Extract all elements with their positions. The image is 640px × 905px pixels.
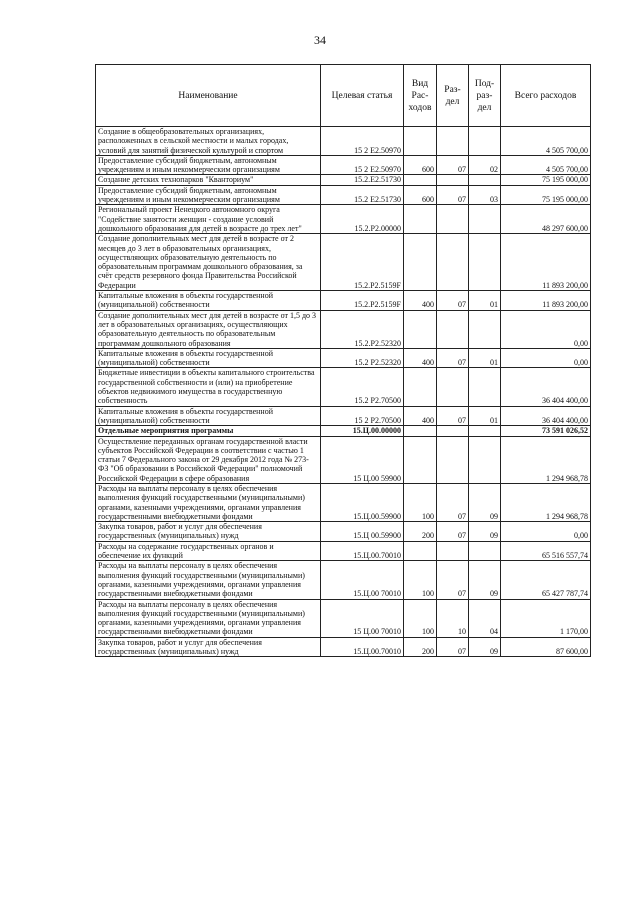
cell-target-article: 15.Ц.00.59900 — [321, 483, 404, 521]
cell-total: 0,00 — [501, 310, 591, 348]
cell-total: 75 195 000,00 — [501, 185, 591, 205]
cell-expense-type — [404, 426, 437, 436]
cell-expense-type: 100 — [404, 483, 437, 521]
cell-name: Закупка товаров, работ и услуг для обеспечения государственных (муниципальных) нужд — [96, 522, 321, 542]
cell-target-article: 15.2.P2.00000 — [321, 205, 404, 234]
cell-subsection — [469, 368, 501, 406]
table-row — [96, 561, 591, 599]
header-name: Наименование — [96, 65, 321, 127]
header-total: Всего расходов — [501, 65, 591, 127]
cell-section: 07 — [437, 348, 469, 368]
cell-subsection: 09 — [469, 637, 501, 657]
cell-section: 07 — [437, 561, 469, 599]
cell-subsection — [469, 127, 501, 156]
table-row — [96, 426, 591, 436]
cell-section: 07 — [437, 185, 469, 205]
cell-target-article: 15.2.E2.51730 — [321, 175, 404, 185]
cell-total: 73 591 026,52 — [501, 426, 591, 436]
cell-target-article: 15.2.P2.5159F — [321, 291, 404, 311]
cell-target-article: 15.Ц.00.70010 — [321, 541, 404, 561]
cell-name: Бюджетные инвестиции в объекты капитального строительства государственной собственности и (или) на приобретение объектов недвижимого имущества в государственную собственность — [96, 368, 321, 406]
cell-expense-type — [404, 368, 437, 406]
cell-section: 07 — [437, 406, 469, 426]
table-row — [96, 127, 591, 156]
cell-section — [437, 175, 469, 185]
cell-section: 07 — [437, 291, 469, 311]
cell-target-article: 15.2 P2.52320 — [321, 348, 404, 368]
cell-expense-type: 400 — [404, 291, 437, 311]
cell-section: 07 — [437, 155, 469, 175]
cell-name: Создание в общеобразовательных организациях, расположенных в сельской местности и малых городах, условий для занятий физической культурой и спортом — [96, 127, 321, 156]
cell-total: 1 170,00 — [501, 599, 591, 637]
cell-subsection: 09 — [469, 522, 501, 542]
table-row — [96, 599, 591, 637]
cell-subsection: 04 — [469, 599, 501, 637]
cell-name: Закупка товаров, работ и услуг для обеспечения государственных (муниципальных) нужд — [96, 637, 321, 657]
cell-target-article: 15 Ц.00 70010 — [321, 599, 404, 637]
cell-total: 0,00 — [501, 348, 591, 368]
header-expense-type: Вид Рас-ходов — [404, 65, 437, 127]
cell-section: 10 — [437, 599, 469, 637]
cell-total: 11 893 200,00 — [501, 291, 591, 311]
cell-expense-type — [404, 127, 437, 156]
cell-expense-type: 600 — [404, 185, 437, 205]
cell-total: 4 505 700,00 — [501, 127, 591, 156]
cell-expense-type — [404, 310, 437, 348]
cell-target-article: 15.2.P2.5159F — [321, 234, 404, 291]
cell-name: Капитальные вложения в объекты государственной (муниципальной) собственности — [96, 348, 321, 368]
cell-target-article: 15.Ц 00.59900 — [321, 522, 404, 542]
cell-expense-type: 400 — [404, 406, 437, 426]
cell-target-article: 15 2 P2.70500 — [321, 406, 404, 426]
cell-total: 87 600,00 — [501, 637, 591, 657]
cell-total: 36 404 400,00 — [501, 406, 591, 426]
table-row — [96, 637, 591, 657]
table-row — [96, 155, 591, 175]
cell-subsection: 01 — [469, 291, 501, 311]
header-subsection: Под-раз-дел — [469, 65, 501, 127]
table-row — [96, 541, 591, 561]
cell-expense-type: 600 — [404, 155, 437, 175]
cell-name: Отдельные мероприятия программы — [96, 426, 321, 436]
cell-subsection — [469, 175, 501, 185]
cell-subsection — [469, 426, 501, 436]
cell-target-article: 15.2.P2.52320 — [321, 310, 404, 348]
cell-total: 1 294 968,78 — [501, 483, 591, 521]
budget-table — [95, 64, 591, 657]
cell-subsection — [469, 541, 501, 561]
cell-expense-type: 100 — [404, 561, 437, 599]
cell-expense-type — [404, 205, 437, 234]
cell-subsection: 09 — [469, 561, 501, 599]
cell-section: 07 — [437, 522, 469, 542]
cell-total: 65 516 557,74 — [501, 541, 591, 561]
table-row — [96, 310, 591, 348]
cell-total: 36 404 400,00 — [501, 368, 591, 406]
cell-expense-type — [404, 234, 437, 291]
cell-name: Осуществление переданных органам государственной власти субъектов Российской Федерации в соответствии с частью 1 статьи 7 Федерального закона от 29 декабря 2012 года № 273-ФЗ "Об образовании в Российской Федерации" полномочий Российской Федерации в сфере образования — [96, 436, 321, 483]
header-target-article: Целевая статья — [321, 65, 404, 127]
cell-target-article: 15 Ц.00 59900 — [321, 436, 404, 483]
cell-subsection: 01 — [469, 406, 501, 426]
cell-target-article: 15.Ц.00 70010 — [321, 561, 404, 599]
cell-expense-type: 100 — [404, 599, 437, 637]
cell-subsection: 09 — [469, 483, 501, 521]
table-row — [96, 522, 591, 542]
cell-total: 48 297 600,00 — [501, 205, 591, 234]
table-row — [96, 348, 591, 368]
cell-section: 07 — [437, 483, 469, 521]
cell-section — [437, 205, 469, 234]
cell-subsection — [469, 436, 501, 483]
cell-section — [437, 541, 469, 561]
cell-total: 65 427 787,74 — [501, 561, 591, 599]
cell-section — [437, 436, 469, 483]
cell-name: Капитальные вложения в объекты государственной (муниципальной) собственности — [96, 291, 321, 311]
cell-section — [437, 127, 469, 156]
cell-name: Предоставление субсидий бюджетным, автономным учреждениям и иным некоммерческим организациям — [96, 155, 321, 175]
cell-section — [437, 368, 469, 406]
cell-expense-type — [404, 436, 437, 483]
cell-name: Предоставление субсидий бюджетным, автономным учреждениям и иным некоммерческим организациям — [96, 185, 321, 205]
cell-section — [437, 234, 469, 291]
cell-subsection — [469, 205, 501, 234]
table-row — [96, 175, 591, 185]
table-body — [96, 127, 591, 657]
cell-total: 4 505 700,00 — [501, 155, 591, 175]
cell-expense-type: 200 — [404, 522, 437, 542]
cell-section — [437, 310, 469, 348]
cell-total: 0,00 — [501, 522, 591, 542]
cell-target-article: 15.Ц.00.70010 — [321, 637, 404, 657]
cell-total: 11 893 200,00 — [501, 234, 591, 291]
cell-subsection: 01 — [469, 348, 501, 368]
table-row — [96, 234, 591, 291]
cell-target-article: 15 2 E2.50970 — [321, 127, 404, 156]
cell-target-article: 15.2 P2.70500 — [321, 368, 404, 406]
table-row — [96, 291, 591, 311]
cell-target-article: 15.2 E2.51730 — [321, 185, 404, 205]
table-row — [96, 205, 591, 234]
cell-expense-type: 200 — [404, 637, 437, 657]
cell-name: Расходы на выплаты персоналу в целях обеспечения выполнения функций государственными (муниципальными) органами, казенными учреждениями, органами управления государственными внебюджетными фондами — [96, 483, 321, 521]
cell-name: Расходы на выплаты персоналу в целях обеспечения выполнения функций государственными (муниципальными) органами, казенными учреждениями, органами управления государственными внебюджетными фондами — [96, 561, 321, 599]
cell-subsection: 02 — [469, 155, 501, 175]
cell-target-article: 15 2 E2.50970 — [321, 155, 404, 175]
cell-subsection: 03 — [469, 185, 501, 205]
cell-name: Региональный проект Ненецкого автономного округа "Содействие занятости женщин - создание условий дошкольного образования для детей в возрасте до трех лет" — [96, 205, 321, 234]
header-section: Раз-дел — [437, 65, 469, 127]
cell-name: Создание детских технопарков "Кванториум" — [96, 175, 321, 185]
cell-subsection — [469, 234, 501, 291]
cell-section — [437, 426, 469, 436]
table-row — [96, 483, 591, 521]
table-row — [96, 406, 591, 426]
cell-subsection — [469, 310, 501, 348]
cell-total: 75 195 000,00 — [501, 175, 591, 185]
cell-expense-type — [404, 175, 437, 185]
table-row — [96, 436, 591, 483]
cell-target-article: 15.Ц.00.00000 — [321, 426, 404, 436]
cell-section: 07 — [437, 637, 469, 657]
cell-expense-type — [404, 541, 437, 561]
cell-name: Создание дополнительных мест для детей в возрасте от 2 месяцев до 3 лет в образовательных организациях, осуществляющих образовательную деятельность по образовательным программам дошкольного образования, за счёт средств резервного фонда Правительства Российской Федерации — [96, 234, 321, 291]
cell-expense-type: 400 — [404, 348, 437, 368]
table-row — [96, 185, 591, 205]
cell-name: Создание дополнительных мест для детей в возрасте от 1,5 до 3 лет в образовательных организациях, осуществляющих образовательную деятельность по образовательным программам дошкольного образования — [96, 310, 321, 348]
page-number: 34 — [314, 33, 326, 47]
table-row — [96, 368, 591, 406]
cell-total: 1 294 968,78 — [501, 436, 591, 483]
cell-name: Расходы на содержание государственных органов и обеспечение их функций — [96, 541, 321, 561]
cell-name: Капитальные вложения в объекты государственной (муниципальной) собственности — [96, 406, 321, 426]
cell-name: Расходы на выплаты персоналу в целях обеспечения выполнения функций государственными (муниципальными) органами, казенными учреждениями, органами управления государственными внебюджетными фондами — [96, 599, 321, 637]
